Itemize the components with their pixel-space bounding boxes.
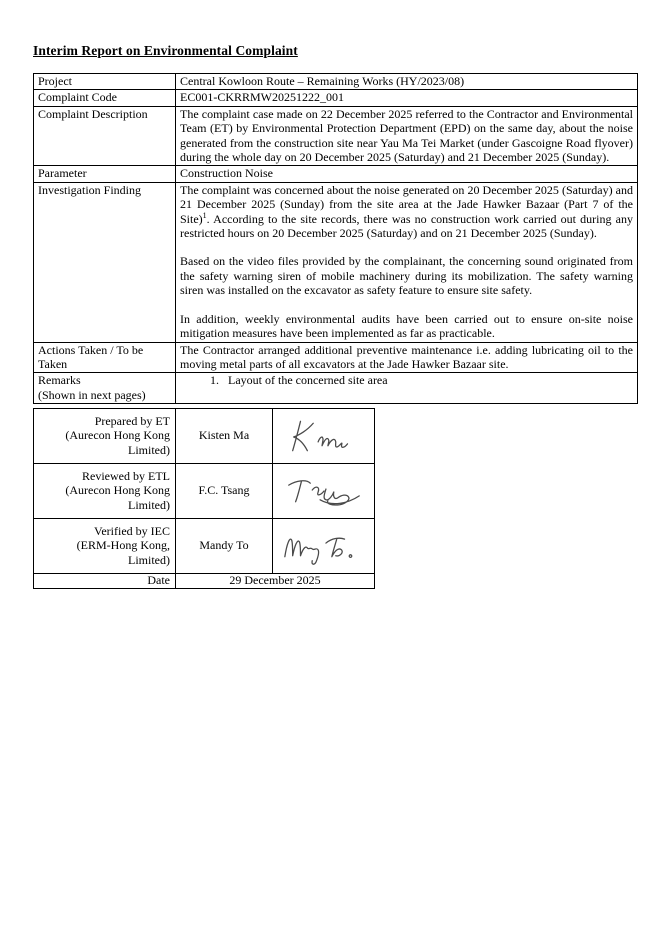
table-row-remarks — [34, 373, 638, 404]
finding-paragraph-3: In addition, weekly environmental audits have been carried out to ensure on-site noise mitigation measures have been implemented as far as practicable. — [180, 311, 633, 341]
verified-by-name: Mandy To — [176, 519, 273, 574]
remark-item-number: 1. — [210, 373, 219, 388]
signature-row-date — [34, 574, 375, 589]
actions-taken-value: The Contractor arranged additional preventive maintenance i.e. adding lubricating oil to the moving metal parts of all excavators at the Jade Hawker Bazaar site. — [176, 342, 638, 373]
remarks-label — [34, 373, 176, 404]
finding-paragraph-2: Based on the video files provided by the complainant, the concerning sound originated from the safety warning siren of mobile machinery during its mobilization. The safety warning siren was installed on the excavator as safety feature to ensure site safety. — [180, 254, 633, 298]
date-value: 29 December 2025 — [176, 574, 375, 589]
table-row-project — [34, 74, 638, 90]
prepared-role-line2: (Aurecon Hong Kong — [65, 428, 170, 443]
footnote-marker: 1 — [202, 210, 207, 220]
remarks-list-item — [180, 373, 633, 387]
kisten-ma-signature-icon — [277, 414, 371, 458]
parameter-value: Construction Noise — [176, 166, 638, 182]
table-row-parameter — [34, 166, 638, 182]
page-title: Interim Report on Environmental Complaint — [33, 43, 298, 58]
report-table — [33, 73, 638, 404]
verified-role-line2: (ERM-Hong Kong, — [76, 538, 170, 553]
mandy-to-signature-icon — [277, 524, 371, 568]
remark-item-text: Layout of the concerned site area — [228, 373, 388, 388]
table-row-actions-taken — [34, 342, 638, 373]
prepared-role-line3: Limited) — [128, 442, 170, 457]
investigation-finding-label: Investigation Finding — [34, 182, 176, 342]
date-label: Date — [34, 574, 176, 589]
remarks-value — [176, 373, 638, 404]
prepared-role-line1: Prepared by ET — [94, 414, 170, 429]
project-value: Central Kowloon Route – Remaining Works (HY/2023/08) — [176, 74, 638, 90]
finding-paragraph-1 — [180, 183, 633, 241]
reviewed-by-name: F.C. Tsang — [176, 464, 273, 519]
fc-tsang-signature-icon — [277, 469, 371, 513]
signature-table — [33, 408, 375, 589]
signature-row-prepared — [34, 409, 375, 464]
complaint-description-label: Complaint Description — [34, 106, 176, 166]
complaint-code-label: Complaint Code — [34, 90, 176, 106]
prepared-by-label — [34, 409, 176, 464]
table-row-complaint-code — [34, 90, 638, 106]
signature-row-reviewed — [34, 464, 375, 519]
prepared-by-name: Kisten Ma — [176, 409, 273, 464]
complaint-code-value: EC001-CKRRMW20251222_001 — [176, 90, 638, 106]
parameter-label: Parameter — [34, 166, 176, 182]
remarks-label-line1: Remarks — [38, 373, 81, 388]
actions-taken-label: Actions Taken / To be Taken — [34, 342, 176, 373]
remarks-label-line2: (Shown in next pages) — [38, 387, 146, 402]
verified-role-line1: Verified by IEC — [94, 524, 170, 539]
investigation-finding-value — [176, 182, 638, 342]
complaint-description-value: The complaint case made on 22 December 2025 referred to the Contractor and Environmental Team (ET) by Environmental Protection Department (EPD) on the same day, about the noise generated from the construction site near Yau Ma Tei Market (under Gascoigne Road flyover) during the whole day on 20 December 2025 (Saturday) and 21 December 2025 (Sunday). — [176, 106, 638, 166]
reviewed-role-line1: Reviewed by ETL — [82, 469, 170, 484]
finding-p1-continuation: . According to the site records, there was no construction work carried out during any restricted hours on 20 December 2025 (Saturday) and on 21 December 2025 (Sunday). — [180, 211, 633, 241]
reviewed-signature-cell — [273, 464, 375, 519]
reviewed-by-label — [34, 464, 176, 519]
prepared-signature-cell — [273, 409, 375, 464]
finding-p1-text: The complaint was concerned about the noise generated on 20 December 2025 (Saturday) and 21 December 2025 (Sunday) from the site area at the Jade Hawker Bazaar (Part 7 of the Site) — [180, 182, 633, 226]
signature-row-verified — [34, 519, 375, 574]
verified-signature-cell — [273, 519, 375, 574]
table-row-investigation-finding — [34, 182, 638, 342]
verified-by-label — [34, 519, 176, 574]
table-row-complaint-description — [34, 106, 638, 166]
verified-role-line3: Limited) — [128, 552, 170, 567]
reviewed-role-line2: (Aurecon Hong Kong — [65, 483, 170, 498]
reviewed-role-line3: Limited) — [128, 497, 170, 512]
project-label: Project — [34, 74, 176, 90]
